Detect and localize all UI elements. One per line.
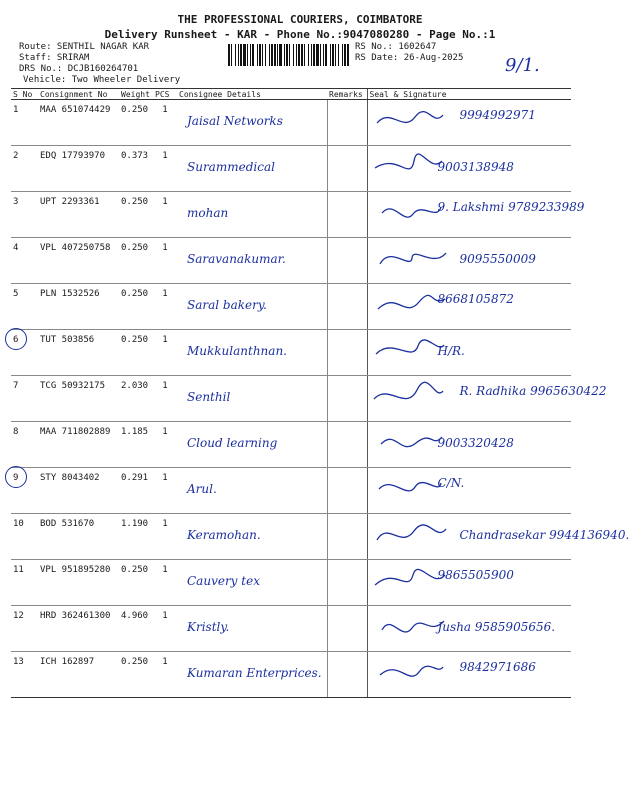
table-row [11,514,571,560]
signature-cell [367,330,571,376]
consignee-name: Kumaran Enterprices. [187,666,322,680]
weight-value: 0.250 [119,100,153,146]
serial-number [11,330,38,376]
table-row [11,192,571,238]
serial-number [11,606,38,652]
weight-value: 0.250 [119,652,153,698]
weight-value: 2.030 [119,376,153,422]
col-weight: Weight [119,89,153,100]
serial-number [11,284,38,330]
serial-number [11,238,38,284]
consignee-cell [177,606,327,652]
runsheet-subtitle: Delivery Runsheet - KAR - Phone No.:9047080280 - Page No.:1 [104,28,496,41]
consignee-cell [177,192,327,238]
signature-cell [367,146,571,192]
consignee-cell [177,376,327,422]
weight-value: 0.250 [119,330,153,376]
serial-number-text: 6 [13,335,19,345]
weight-value: 0.291 [119,468,153,514]
consignee-name: Kristly. [187,620,230,634]
table-header-row [11,89,571,100]
signature-cell [367,100,571,146]
pieces-count: 1 [153,330,177,376]
table-row [11,468,571,514]
signature-cell [367,652,571,698]
consignee-cell [177,330,327,376]
consignment-number: PLN 1532526 [38,284,119,330]
consignee-cell [177,652,327,698]
weight-value: 0.250 [119,560,153,606]
signature-note: 9865505900 [437,568,514,582]
consignment-number: ICH 162897 [38,652,119,698]
consignment-number: STY 8043402 [38,468,119,514]
remarks-cell [327,146,367,192]
signature-cell [367,422,571,468]
signature-note: 9. Lakshmi 9789233989 [437,200,585,214]
weight-value: 0.250 [119,238,153,284]
drs-number: DRS No.: DCJB160264701 [19,64,139,74]
serial-number-text: 13 [13,657,24,667]
table-row [11,100,571,146]
runsheet-info-left [19,42,180,86]
pieces-count: 1 [153,468,177,514]
col-consignment: Consignment No [38,89,119,100]
serial-number-text: 10 [13,519,24,529]
table-row [11,652,571,698]
remarks-cell [327,284,367,330]
remarks-cell [327,192,367,238]
consignment-number: TUT 503856 [38,330,119,376]
weight-value: 1.185 [119,422,153,468]
signature-note: 9994992971 [459,108,536,122]
remarks-cell [327,422,367,468]
signature-note: 9003320428 [437,436,514,450]
signature-cell [367,468,571,514]
signature-scribble [368,376,458,416]
weight-value: 1.190 [119,514,153,560]
serial-number-text: 12 [13,611,24,621]
table-row [11,330,571,376]
signature-cell [367,238,571,284]
weight-value: 4.960 [119,606,153,652]
consignment-number: BOD 531670 [38,514,119,560]
signature-note: R. Radhika 9965630422 [459,384,607,398]
pieces-count: 1 [153,652,177,698]
consignee-cell [177,238,327,284]
table-row [11,422,571,468]
serial-number-text: 4 [13,243,19,253]
consignment-number: EDQ 17793970 [38,146,119,192]
rs-date: RS Date: 26-Aug-2025 [355,53,464,63]
consignee-cell [177,146,327,192]
consignee-name: Mukkulanthnan. [187,344,287,358]
consignee-cell [177,560,327,606]
col-pcs: PCS [153,89,177,100]
pieces-count: 1 [153,284,177,330]
page-count-annotation: 9/1. [505,55,540,76]
consignee-name: Senthil [187,390,231,404]
signature-scribble [368,652,458,692]
serial-number [11,100,38,146]
vehicle-label: Vehicle: Two Wheeler Delivery [23,75,181,85]
runsheet-table [11,88,629,698]
signature-cell [367,192,585,238]
signature-note: H/R. [437,344,465,358]
signature-note: 9003138948 [437,160,514,174]
pieces-count: 1 [153,422,177,468]
runsheet-title: THE PROFESSIONAL COURIERS, COIMBATORE [177,13,423,26]
consignee-name: Saravanakumar. [187,252,286,266]
consignee-name: Jaisal Networks [187,114,283,128]
consignment-number: VPL 951895280 [38,560,119,606]
consignee-cell [177,284,327,330]
pieces-count: 1 [153,606,177,652]
consignee-cell [177,422,327,468]
consignee-cell [177,514,327,560]
remarks-cell [327,514,367,560]
barcode-image [228,44,350,66]
consignee-name: mohan [187,206,229,220]
consignee-name: Saral bakery. [187,298,267,312]
serial-number [11,422,38,468]
serial-number [11,146,38,192]
col-sno: S No [11,89,38,100]
weight-value: 0.250 [119,284,153,330]
pieces-count: 1 [153,238,177,284]
col-consignee: Consignee Details [177,89,327,100]
signature-note: Jusha 9585905656. [437,620,556,634]
table-row [11,284,571,330]
consignee-name: Cloud learning [187,436,278,450]
signature-cell [367,606,571,652]
consignee-cell [177,468,327,514]
pieces-count: 1 [153,376,177,422]
consignment-number: TCG 50932175 [38,376,119,422]
pieces-count: 1 [153,560,177,606]
consignee-name: Arul. [187,482,217,496]
pieces-count: 1 [153,514,177,560]
serial-number [11,514,38,560]
table-row [11,560,571,606]
signature-scribble [368,238,458,278]
remarks-cell [327,330,367,376]
weight-value: 0.373 [119,146,153,192]
consignee-name: Surammedical [187,160,275,174]
serial-number-text: 11 [13,565,24,575]
signature-cell [367,284,571,330]
remarks-cell [327,238,367,284]
signature-scribble [368,100,458,140]
signature-note: C/N. [437,476,465,490]
table-row [11,238,571,284]
table-row [11,606,571,652]
serial-number-text: 7 [13,381,19,391]
consignment-number: MAA 651074429 [38,100,119,146]
rs-number: RS No.: 1602647 [355,42,437,52]
col-signature: Seal & Signature [367,89,571,100]
remarks-cell [327,560,367,606]
serial-number-text: 2 [13,151,19,161]
remarks-cell [327,376,367,422]
pieces-count: 1 [153,192,177,238]
serial-number [11,652,38,698]
consignment-number: MAA 711802889 [38,422,119,468]
table-row [11,376,571,422]
route-label: Route: SENTHIL NAGAR KAR [19,42,150,52]
signature-note: 8668105872 [437,292,514,306]
consignee-cell [177,100,327,146]
serial-number-text: 3 [13,197,19,207]
weight-value: 0.250 [119,192,153,238]
serial-number [11,468,38,514]
remarks-cell [327,100,367,146]
serial-number [11,192,38,238]
staff-label: Staff: SRIRAM [19,53,90,63]
runsheet-info-right [355,42,463,64]
pieces-count: 1 [153,100,177,146]
consignee-name: Cauvery tex [187,574,260,588]
table-body [11,100,629,698]
signature-cell [367,514,629,560]
consignee-name: Keramohan. [187,528,261,542]
signature-note: 9095550009 [459,252,536,266]
signature-note: 9842971686 [459,660,536,674]
consignment-number: VPL 407250758 [38,238,119,284]
serial-number [11,560,38,606]
signature-note: Chandrasekar 9944136940. [459,528,629,542]
signature-cell [367,376,607,422]
serial-number-text: 5 [13,289,19,299]
table-row [11,146,571,192]
signature-cell [367,560,571,606]
pieces-count: 1 [153,146,177,192]
signature-scribble [368,514,458,554]
remarks-cell [327,606,367,652]
serial-number-text: 9 [13,473,19,483]
remarks-cell [327,652,367,698]
serial-number [11,376,38,422]
serial-number-text: 1 [13,105,19,115]
remarks-cell [327,468,367,514]
serial-number-text: 8 [13,427,19,437]
consignment-number: HRD 362461300 [38,606,119,652]
consignment-number: UPT 2293361 [38,192,119,238]
col-remarks: Remarks [327,89,367,100]
